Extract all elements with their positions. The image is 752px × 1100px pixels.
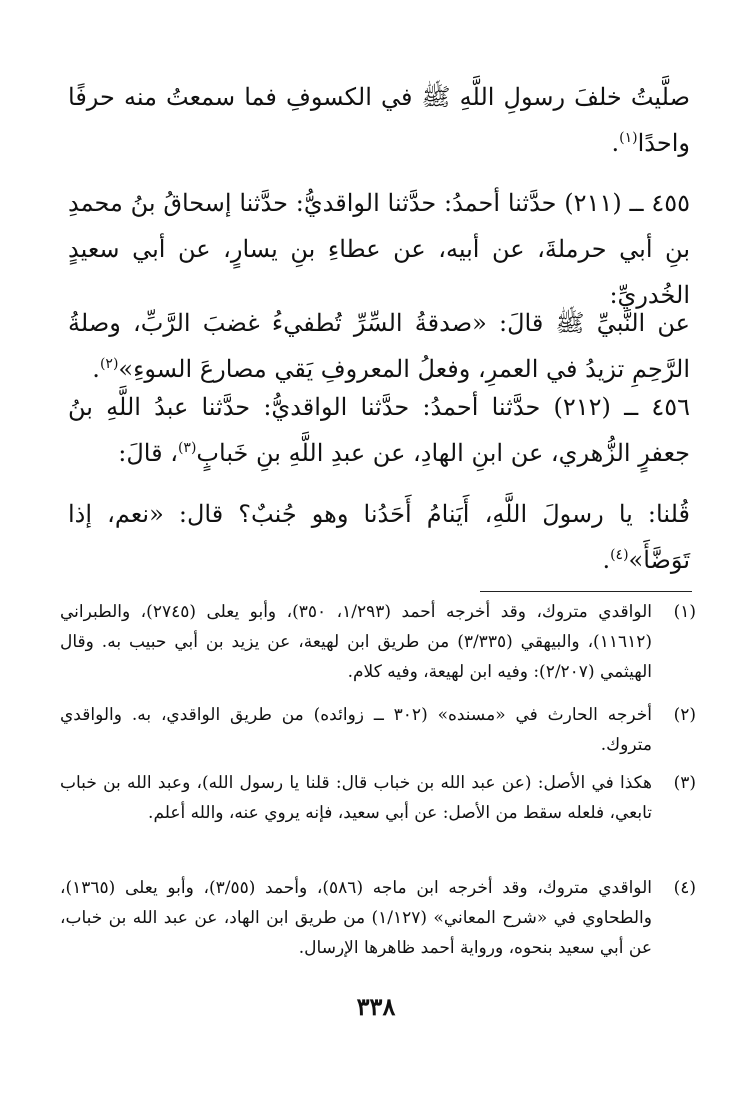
body-paragraph-5 <box>68 491 690 583</box>
paragraph-end: . <box>92 355 100 383</box>
footnote-ref-1[interactable]: (١) <box>619 130 638 146</box>
footnote-text: الواقدي متروك، وقد أخرجه ابن ماجه (٥٨٦)، وأحمد (٣/٥٥)، وأبو يعلى (١٣٦٥)، والطحاوي في «شرح المعاني» (١/١٢٧) من طريق ابن الهاد، عن عبد الله بن خباب، عن أبي سعيد بنحوه، ورواية أحمد ظاهرها الإرسال. <box>60 878 652 958</box>
footnote-3 <box>60 768 696 828</box>
footnote-ref-4[interactable]: (٤) <box>610 547 629 563</box>
page-number: ٣٣٨ <box>356 992 396 1021</box>
footnote-number: (١) <box>673 602 696 622</box>
footnote-4 <box>60 873 696 963</box>
paragraph-text: ٤٥٦ ــ (٢١٢) حدَّثنا أحمدُ: حدَّثنا الواقديُّ: حدَّثنا عبدُ اللَّهِ بنُ جعفرٍ الزُّهري، عن ابنِ الهادِ، عن عبدِ اللَّهِ بنِ خَبابٍ <box>68 393 690 467</box>
footnote-number: (٢) <box>673 705 696 725</box>
footnote-divider <box>480 591 692 592</box>
footnote-ref-2[interactable]: (٢) <box>99 356 119 372</box>
footnote-number: (٤) <box>673 878 696 898</box>
footnote-text: الواقدي متروك، وقد أخرجه أحمد (١/٢٩٣، ٣٥٠)، وأبو يعلى (٢٧٤٥)، والطبراني (١١٦١٢)، والبيهقي (٣/٣٣٥) من طريق ابن لهيعة، عن يزيد بن أبي حبيب به. وقال الهيثمي (٢/٢٠٧): وفيه ابن لهيعة، وفيه كلام. <box>60 602 653 682</box>
body-paragraph-2 <box>68 180 690 318</box>
footnote-1 <box>60 597 696 687</box>
paragraph-text: صلَّيتُ خلفَ رسولِ اللَّهِ ﷺ في الكسوفِ فما سمعتُ منه حرفًا واحدًا <box>68 83 690 157</box>
paragraph-text: قُلنا: يا رسولَ اللَّهِ، أَيَنامُ أَحَدُنا وهو جُنبٌ؟ قال: «نعم، إذا تَوَضَّأَ» <box>68 500 690 574</box>
footnote-2 <box>60 700 696 760</box>
paragraph-text: عن النَّبيِّ ﷺ قالَ: «صدقةُ السِّرِّ تُطفيءُ غضبَ الرَّبِّ، وصلةُ الرَّحِمِ تزيدُ في العمرِ، وفعلُ المعروفِ يَقي مصارعَ السوءِ» <box>68 309 690 383</box>
paragraph-end: . <box>602 546 611 574</box>
footnote-text: أخرجه الحارث في «مسنده» (٣٠٢ ــ زوائده) من طريق الواقدي، به. والواقدي متروك. <box>60 705 652 755</box>
paragraph-text: ٤٥٥ ــ (٢١١) حدَّثنا أحمدُ: حدَّثنا الواقديُّ: حدَّثنا إسحاقُ بنُ محمدِ بنِ أبي حرملةَ، عن أبيه، عن عطاءِ بنِ يسارٍ، عن أبي سعيدٍ الخُدريِّ: <box>68 189 691 309</box>
body-paragraph-4 <box>68 384 690 476</box>
footnote-ref-3[interactable]: (٣) <box>177 440 197 456</box>
body-paragraph-1 <box>68 74 690 166</box>
paragraph-end: . <box>611 129 620 157</box>
body-paragraph-3 <box>68 300 690 392</box>
paragraph-end: ، قالَ: <box>118 439 178 467</box>
footnote-number: (٣) <box>673 773 696 793</box>
footnote-text: هكذا في الأصل: (عن عبد الله بن خباب قال: قلنا يا رسول الله)، وعبد الله بن خباب تابعي، فلعله سقط من الأصل: عن أبي سعيد، فإنه يروي عنه، والله أعلم. <box>60 773 652 823</box>
